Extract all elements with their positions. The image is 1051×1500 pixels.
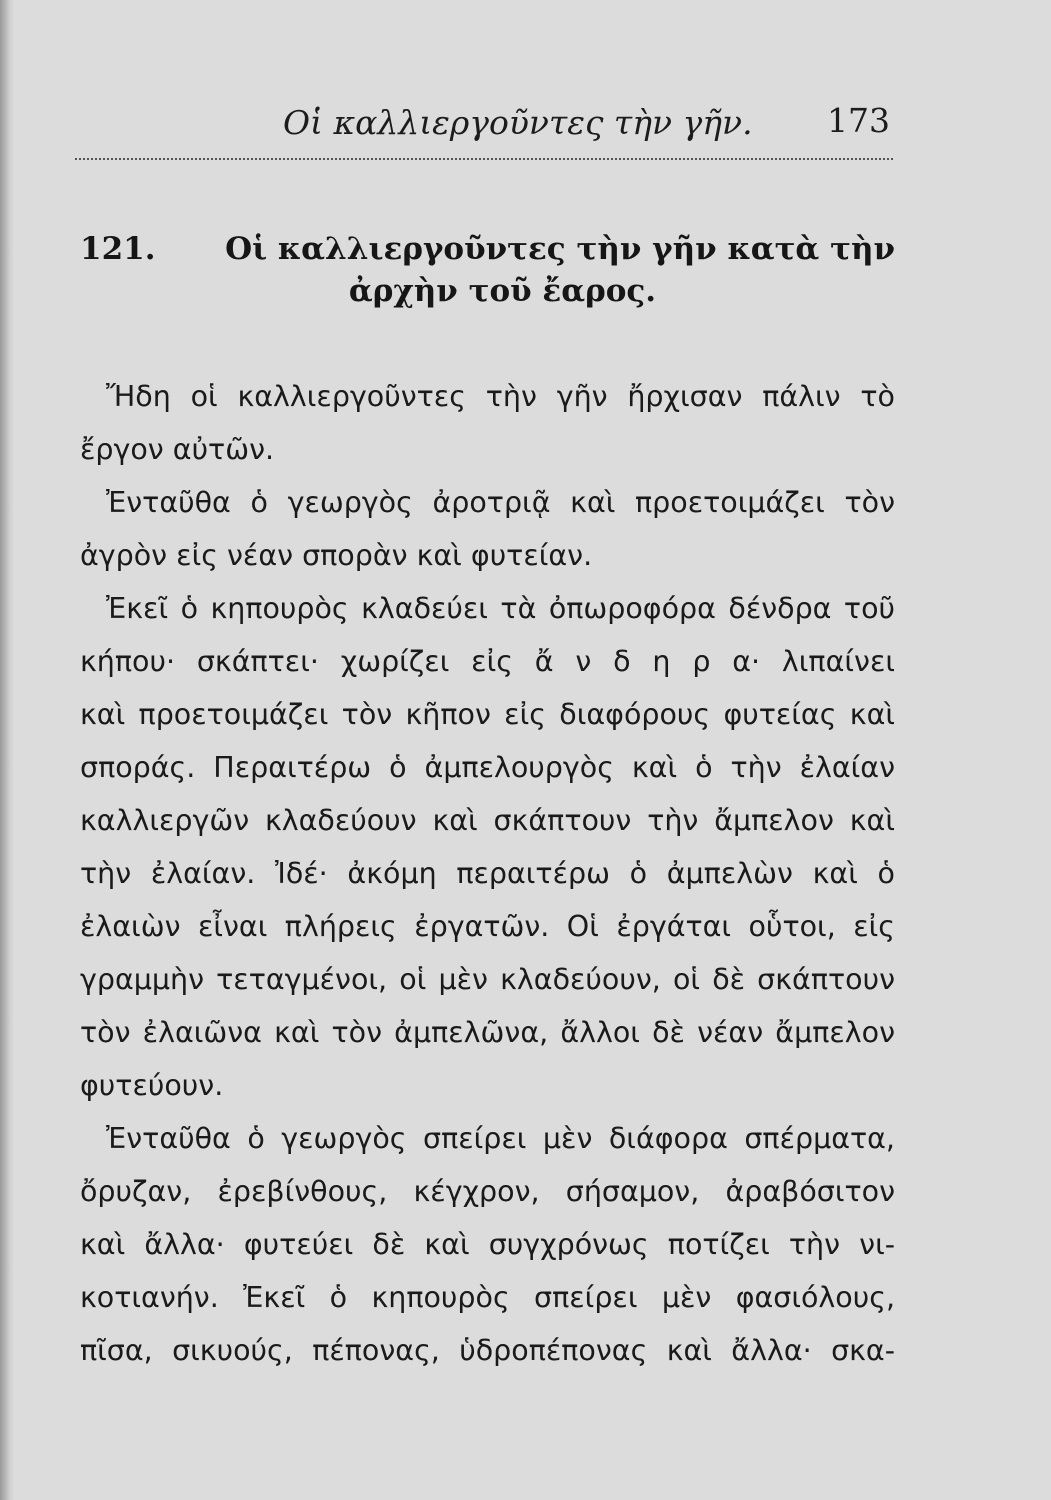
- text-line: Ἐνταῦθα ὁ γεωργὸς ἀροτριᾷ καὶ προετοιμάζει τὸν: [106, 486, 895, 519]
- text-line: Ἤδη οἱ καλλιεργοῦντες τὴν γῆν ἤρχισαν πάλιν τὸ: [106, 380, 895, 413]
- text-line: καλλιεργῶν κλαδεύουν καὶ σκάπτουν τὴν ἄμπελον καὶ: [80, 804, 895, 837]
- text-line: τὸν ἐλαιῶνα καὶ τὸν ἀμπελῶνα, ἄλλοι δὲ νέαν ἄμπελον: [80, 1016, 895, 1049]
- text-line: σποράς. Περαιτέρω ὁ ἀμπελουργὸς καὶ ὁ τὴν ἐλαίαν: [80, 751, 895, 784]
- heading-text-line-2: ἀρχὴν τοῦ ἔαρος.: [348, 273, 657, 309]
- body-text: [80, 370, 895, 1377]
- text-line: καὶ προετοιμάζει τὸν κῆπον εἰς διαφόρους φυτείας καὶ: [80, 698, 895, 731]
- text-line: καὶ ἄλλα· φυτεύει δὲ καὶ συγχρόνως ποτίζει τὴν νι-: [80, 1228, 895, 1261]
- text-line: Ἐκεῖ ὁ κηπουρὸς κλαδεύει τὰ ὀπωροφόρα δένδρα τοῦ: [106, 592, 895, 625]
- running-header: [75, 95, 895, 155]
- running-title: Οἱ καλλιεργοῦντες τὴν γῆν.: [283, 103, 753, 142]
- text-line: ἔργον αὐτῶν.: [80, 433, 275, 466]
- heading-line-1: [80, 228, 895, 270]
- section-number: 121.: [80, 231, 156, 267]
- text-line: Ἐνταῦθα ὁ γεωργὸς σπείρει μὲν διάφορα σπέρματα,: [106, 1122, 895, 1155]
- header-dotted-rule: [75, 158, 893, 160]
- text-line: πῖσα, σικυούς, πέπονας, ὑδροπέπονας καὶ ἄλλα· σκα-: [80, 1334, 895, 1367]
- text-line: κοτιανήν. Ἐκεῖ ὁ κηπουρὸς σπείρει μὲν φασιόλους,: [80, 1281, 895, 1314]
- page-binding-edge: [0, 0, 14, 1500]
- text-line: φυτεύουν.: [80, 1069, 224, 1102]
- text-line: κήπου· σκάπτει· χωρίζει εἰς ἄ ν δ η ρ α· λιπαίνει: [80, 645, 895, 678]
- page-number: 173: [827, 101, 890, 140]
- text-line: ἐλαιὼν εἶναι πλήρεις ἐργατῶν. Οἱ ἐργάται οὗτοι, εἰς: [80, 910, 895, 943]
- section-heading: [80, 228, 895, 312]
- text-line: γραμμὴν τεταγμένοι, οἱ μὲν κλαδεύουν, οἱ δὲ σκάπτουν: [80, 963, 895, 996]
- text-line: τὴν ἐλαίαν. Ἰδέ· ἀκόμη περαιτέρω ὁ ἀμπελὼν καὶ ὁ: [80, 857, 895, 890]
- text-line: ὄρυζαν, ἐρεβίνθους, κέγχρον, σήσαμον, ἀραβόσιτον: [80, 1175, 895, 1208]
- text-line: ἀγρὸν εἰς νέαν σπορὰν καὶ φυτείαν.: [80, 539, 593, 572]
- heading-text-line-1: Οἱ καλλιεργοῦντες τὴν γῆν κατὰ τὴν: [225, 231, 895, 267]
